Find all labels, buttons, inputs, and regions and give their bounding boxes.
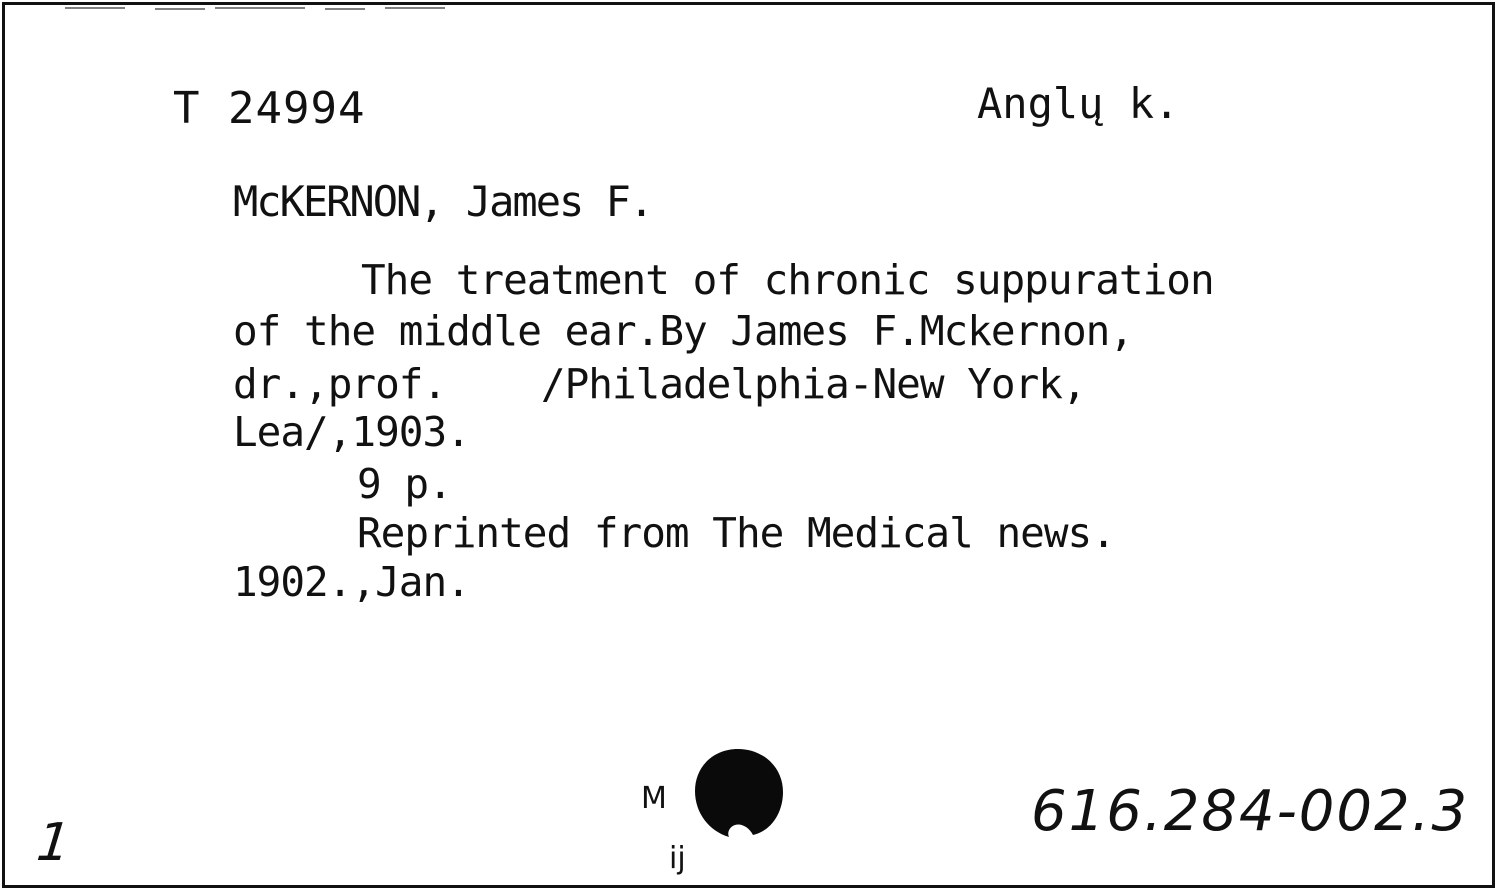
imprint-line: dr.,prof. /Philadelphia-New York,	[233, 360, 1086, 408]
handwritten-mark-upper: M	[641, 781, 667, 816]
handwritten-mark-lower: ij	[669, 841, 686, 876]
language-note: Anglų k.	[977, 79, 1180, 128]
pagination-line: 9 p.	[357, 460, 452, 508]
handwritten-corner-number: 1	[33, 813, 74, 873]
scan-artifact-marks	[65, 5, 965, 15]
series-note-line: Reprinted from The Medical news.	[357, 509, 1115, 557]
author-heading: McKERNON, James F.	[233, 177, 653, 226]
punch-hole	[691, 747, 785, 839]
title-line-2: of the middle ear.By James F.Mckernon,	[233, 307, 1133, 355]
catalog-card	[2, 2, 1495, 888]
call-number: T 24994	[173, 83, 366, 134]
handwritten-classification: 616.284-002.3	[1031, 779, 1470, 844]
publisher-year-line: Lea/,1903.	[233, 408, 470, 456]
title-line-1: The treatment of chronic suppuration	[361, 256, 1214, 304]
series-date-line: 1902.,Jan.	[233, 558, 470, 606]
